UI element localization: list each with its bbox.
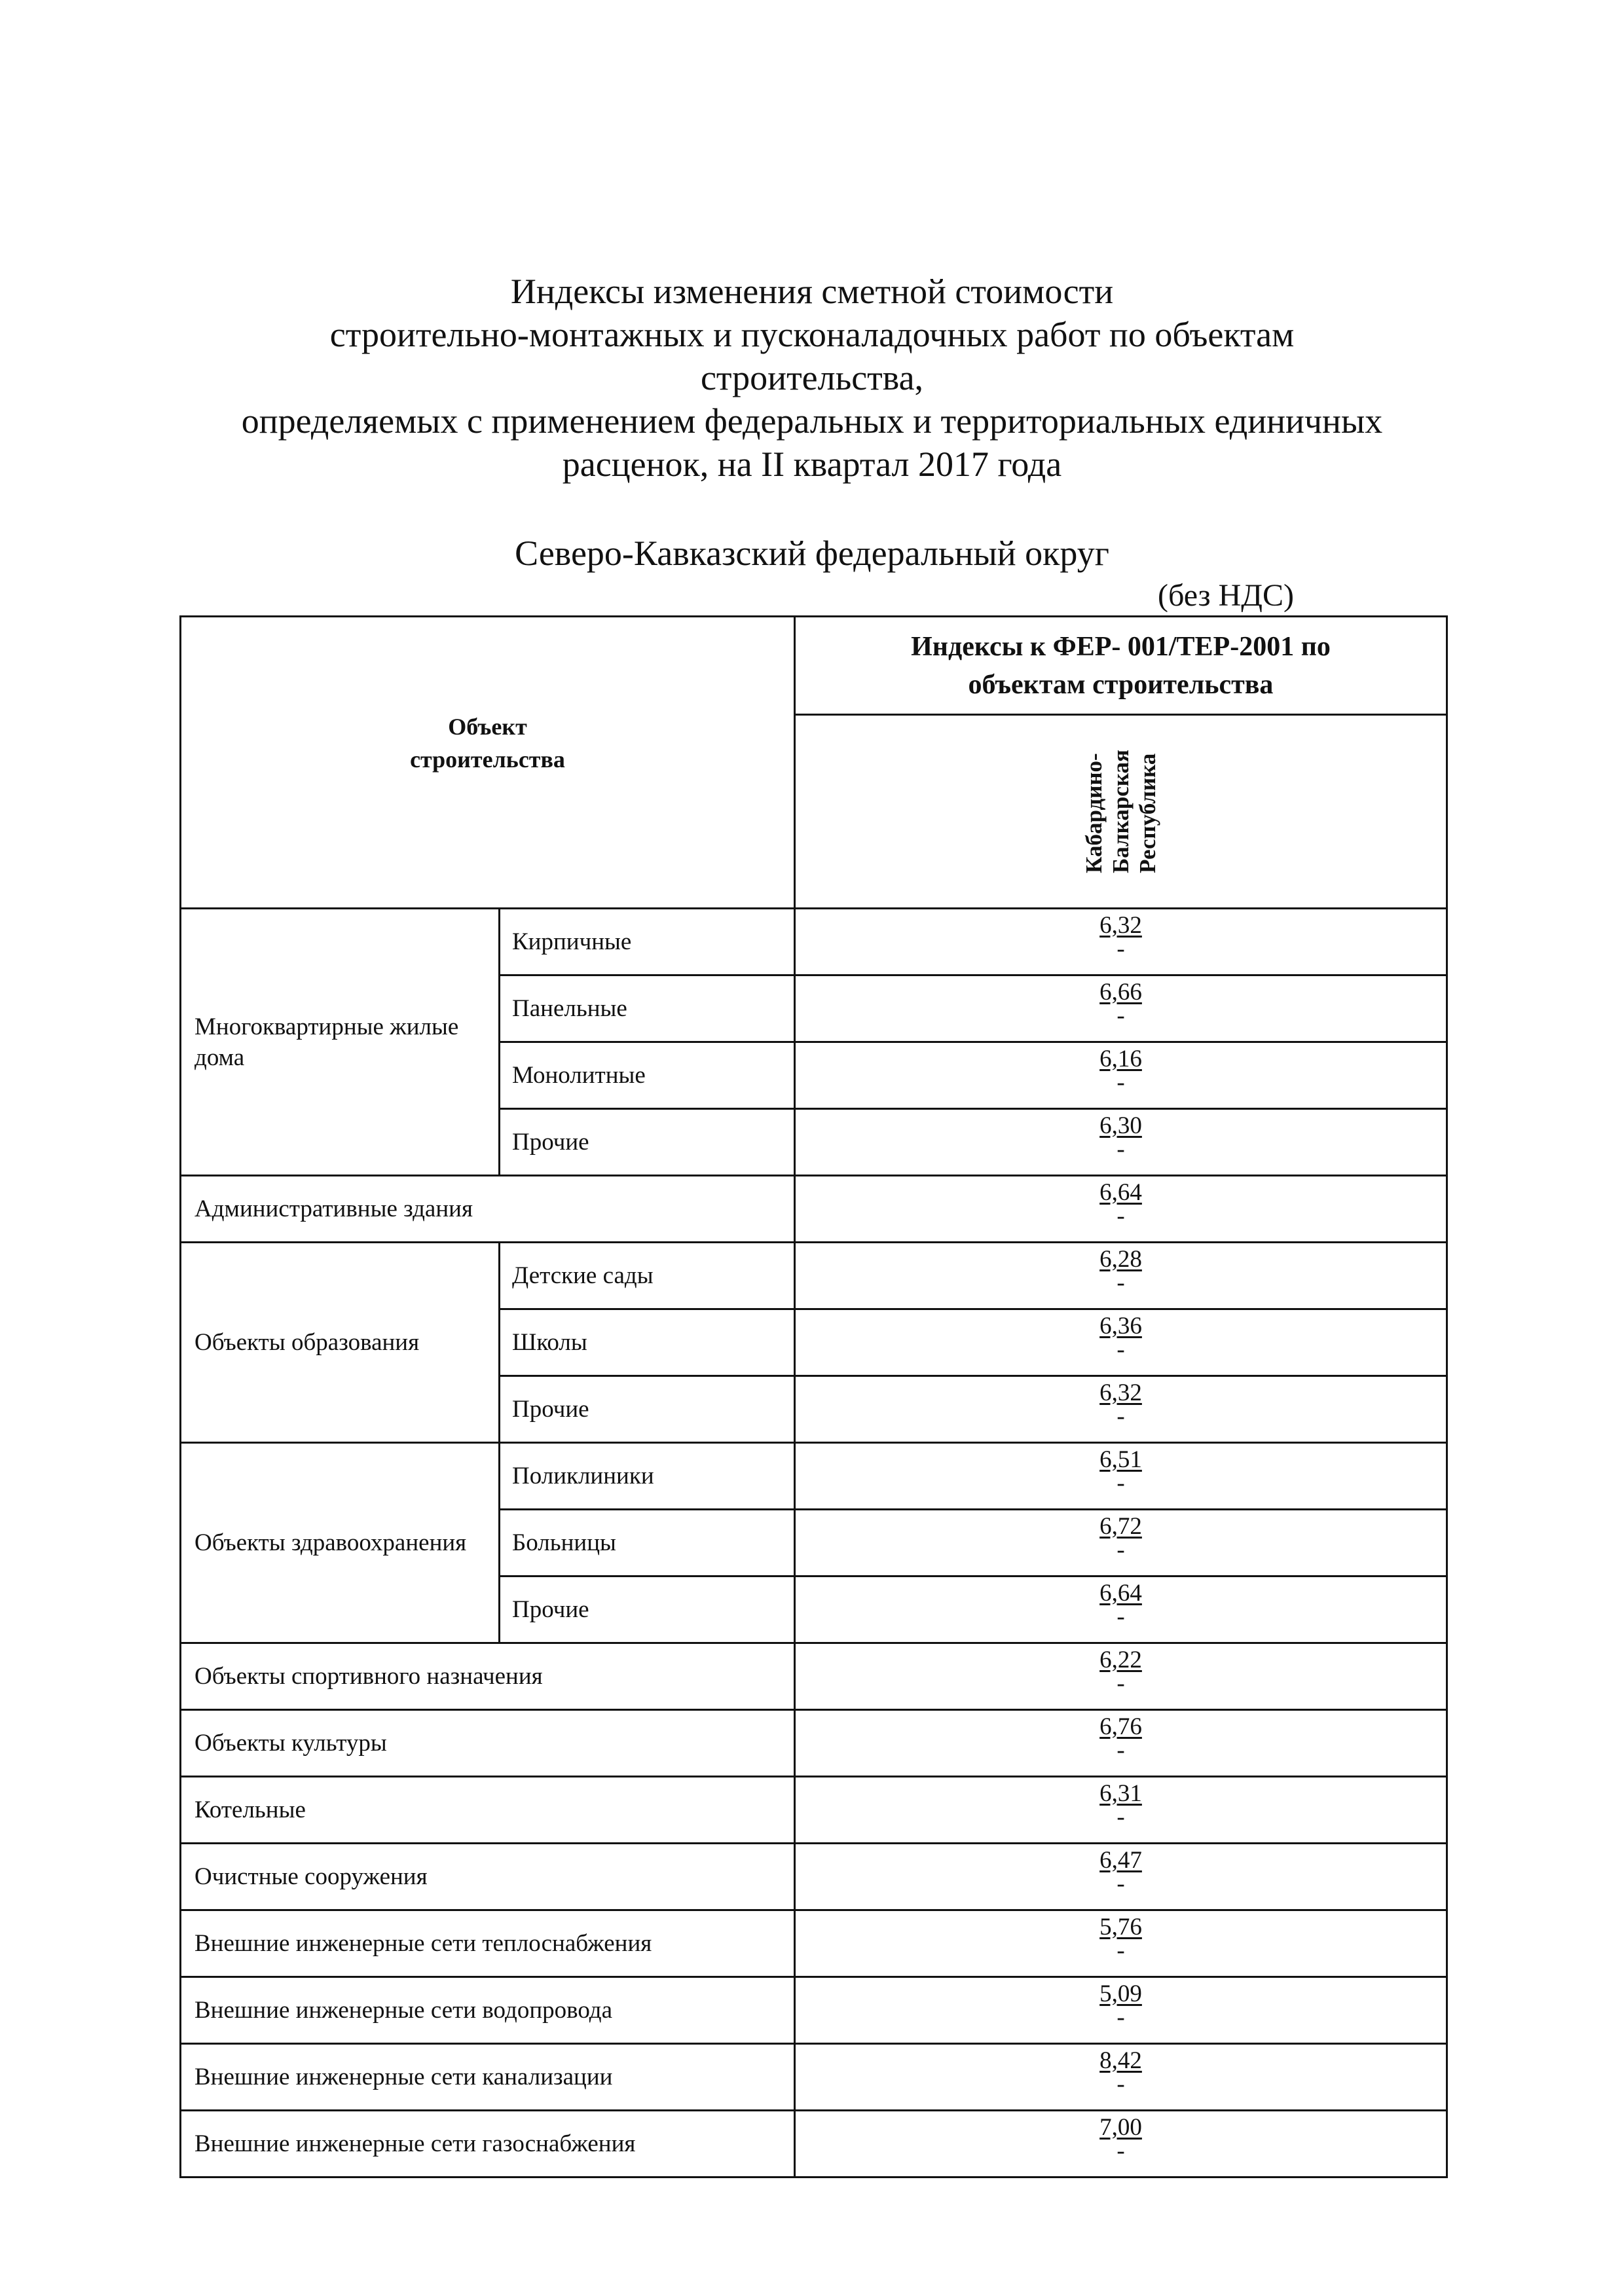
title-line-5: расценок, на II квартал 2017 года <box>562 445 1062 484</box>
index-value: 6,47 <box>1099 1847 1142 1874</box>
value-cell <box>795 2044 1447 2111</box>
table-row <box>181 2111 1447 2178</box>
title-line-2: строительно-монтажных и пусконаладочных работ по объектам <box>329 315 1295 354</box>
dash-mark: - <box>1116 1269 1125 1296</box>
index-value: 6,64 <box>1099 1580 1142 1607</box>
object-header-cell <box>181 617 795 909</box>
table-row <box>181 1844 1447 1910</box>
object-header-line-2: строительства <box>410 746 565 773</box>
table-row <box>181 1443 1447 1510</box>
object-header-line-1: Объект <box>448 713 527 740</box>
group-label-healthcare: Объекты здравоохранения <box>181 1443 500 1643</box>
value-cell <box>795 1844 1447 1910</box>
value-cell <box>795 1777 1447 1844</box>
table-row <box>181 909 1447 975</box>
index-value: 6,31 <box>1099 1780 1142 1807</box>
row-label: Внешние инженерные сети водопровода <box>181 1977 795 2044</box>
index-value: 6,72 <box>1099 1513 1142 1540</box>
index-header-line-1: Индексы к ФЕР- 001/ТЕР-2001 по <box>911 631 1331 662</box>
row-label: Внешние инженерные сети теплоснабжения <box>181 1910 795 1977</box>
row-label: Прочие <box>500 1576 795 1643</box>
dash-mark: - <box>1116 1136 1125 1163</box>
value-cell <box>795 1176 1447 1243</box>
dash-mark: - <box>1116 936 1125 962</box>
index-value: 6,28 <box>1099 1246 1142 1273</box>
value-cell <box>795 1977 1447 2044</box>
value-cell <box>795 1243 1447 1309</box>
dash-mark: - <box>1116 2138 1125 2164</box>
title-line-1: Индексы изменения сметной стоимости <box>510 272 1114 311</box>
value-cell <box>795 1510 1447 1576</box>
index-value: 6,51 <box>1099 1446 1142 1473</box>
row-label: Школы <box>500 1309 795 1376</box>
dash-mark: - <box>1116 1804 1125 1831</box>
dash-mark: - <box>1116 1537 1125 1563</box>
index-value: 6,64 <box>1099 1179 1142 1206</box>
dash-mark: - <box>1116 1870 1125 1897</box>
value-cell <box>795 1042 1447 1109</box>
dash-mark: - <box>1116 1603 1125 1630</box>
dash-mark: - <box>1116 1937 1125 1964</box>
index-value: 6,76 <box>1099 1713 1142 1740</box>
dash-mark: - <box>1116 1336 1125 1363</box>
table-row <box>181 1176 1447 1243</box>
index-value: 5,76 <box>1099 1914 1142 1941</box>
title-line-4: определяемых с применением федеральных и территориальных единичных <box>241 401 1383 441</box>
dash-mark: - <box>1116 2071 1125 2098</box>
dash-mark: - <box>1116 2004 1125 2031</box>
index-table-container <box>179 615 1446 2178</box>
index-value: 6,32 <box>1099 1379 1142 1406</box>
index-header-line-2: объектам строительства <box>968 669 1274 700</box>
region-heading: Северо-Кавказский федеральный округ <box>515 534 1109 573</box>
row-label: Котельные <box>181 1777 795 1844</box>
dash-mark: - <box>1116 1403 1125 1430</box>
index-value: 6,66 <box>1099 979 1142 1006</box>
group-label-residential: Многоквартирные жилые дома <box>181 909 500 1176</box>
value-cell <box>795 1443 1447 1510</box>
dash-mark: - <box>1116 1203 1125 1230</box>
dash-mark: - <box>1116 1002 1125 1029</box>
title-line-3: строительства, <box>700 358 924 397</box>
row-label: Внешние инженерные сети канализации <box>181 2044 795 2111</box>
value-cell <box>795 1910 1447 1977</box>
value-cell <box>795 1710 1447 1777</box>
index-value: 7,00 <box>1099 2114 1142 2141</box>
index-value: 6,16 <box>1099 1046 1142 1072</box>
row-label: Очистные сооружения <box>181 1844 795 1910</box>
table-row <box>181 1710 1447 1777</box>
index-value: 6,30 <box>1099 1112 1142 1139</box>
index-value: 6,22 <box>1099 1647 1142 1673</box>
row-label: Прочие <box>500 1109 795 1176</box>
table-row <box>181 1977 1447 2044</box>
value-cell <box>795 1376 1447 1443</box>
dash-mark: - <box>1116 1737 1125 1764</box>
row-label: Панельные <box>500 975 795 1042</box>
row-label: Поликлиники <box>500 1443 795 1510</box>
index-value: 5,09 <box>1099 1980 1142 2007</box>
table-row <box>181 1243 1447 1309</box>
row-label: Административные здания <box>181 1176 795 1243</box>
group-label-education: Объекты образования <box>181 1243 500 1443</box>
row-label: Монолитные <box>500 1042 795 1109</box>
value-cell <box>795 1109 1447 1176</box>
region-column-header <box>795 715 1447 909</box>
index-header-cell <box>795 617 1447 715</box>
value-cell <box>795 2111 1447 2178</box>
table-row <box>181 2044 1447 2111</box>
value-cell <box>795 975 1447 1042</box>
value-cell <box>795 1309 1447 1376</box>
row-label: Прочие <box>500 1376 795 1443</box>
table-row <box>181 1643 1447 1710</box>
row-label: Кирпичные <box>500 909 795 975</box>
row-label: Объекты спортивного назначения <box>181 1643 795 1710</box>
region-column-label <box>1080 750 1161 873</box>
value-cell <box>795 1576 1447 1643</box>
index-value: 6,36 <box>1099 1313 1142 1339</box>
region-column-line-2: Балкарская <box>1107 749 1134 873</box>
value-cell <box>795 1643 1447 1710</box>
dash-mark: - <box>1116 1069 1125 1096</box>
row-label: Детские сады <box>500 1243 795 1309</box>
region-column-line-1: Кабардино- <box>1080 752 1107 873</box>
dash-mark: - <box>1116 1670 1125 1697</box>
row-label: Внешние инженерные сети газоснабжения <box>181 2111 795 2178</box>
row-label: Больницы <box>500 1510 795 1576</box>
region-column-line-3: Республика <box>1134 753 1160 873</box>
row-label: Объекты культуры <box>181 1710 795 1777</box>
value-cell <box>795 909 1447 975</box>
index-table <box>179 615 1448 2178</box>
document-title <box>157 270 1467 486</box>
dash-mark: - <box>1116 1470 1125 1497</box>
table-row <box>181 1777 1447 1844</box>
index-value: 6,32 <box>1099 912 1142 939</box>
index-value: 8,42 <box>1099 2047 1142 2074</box>
table-row <box>181 1910 1447 1977</box>
vat-note: (без НДС) <box>1158 578 1295 613</box>
